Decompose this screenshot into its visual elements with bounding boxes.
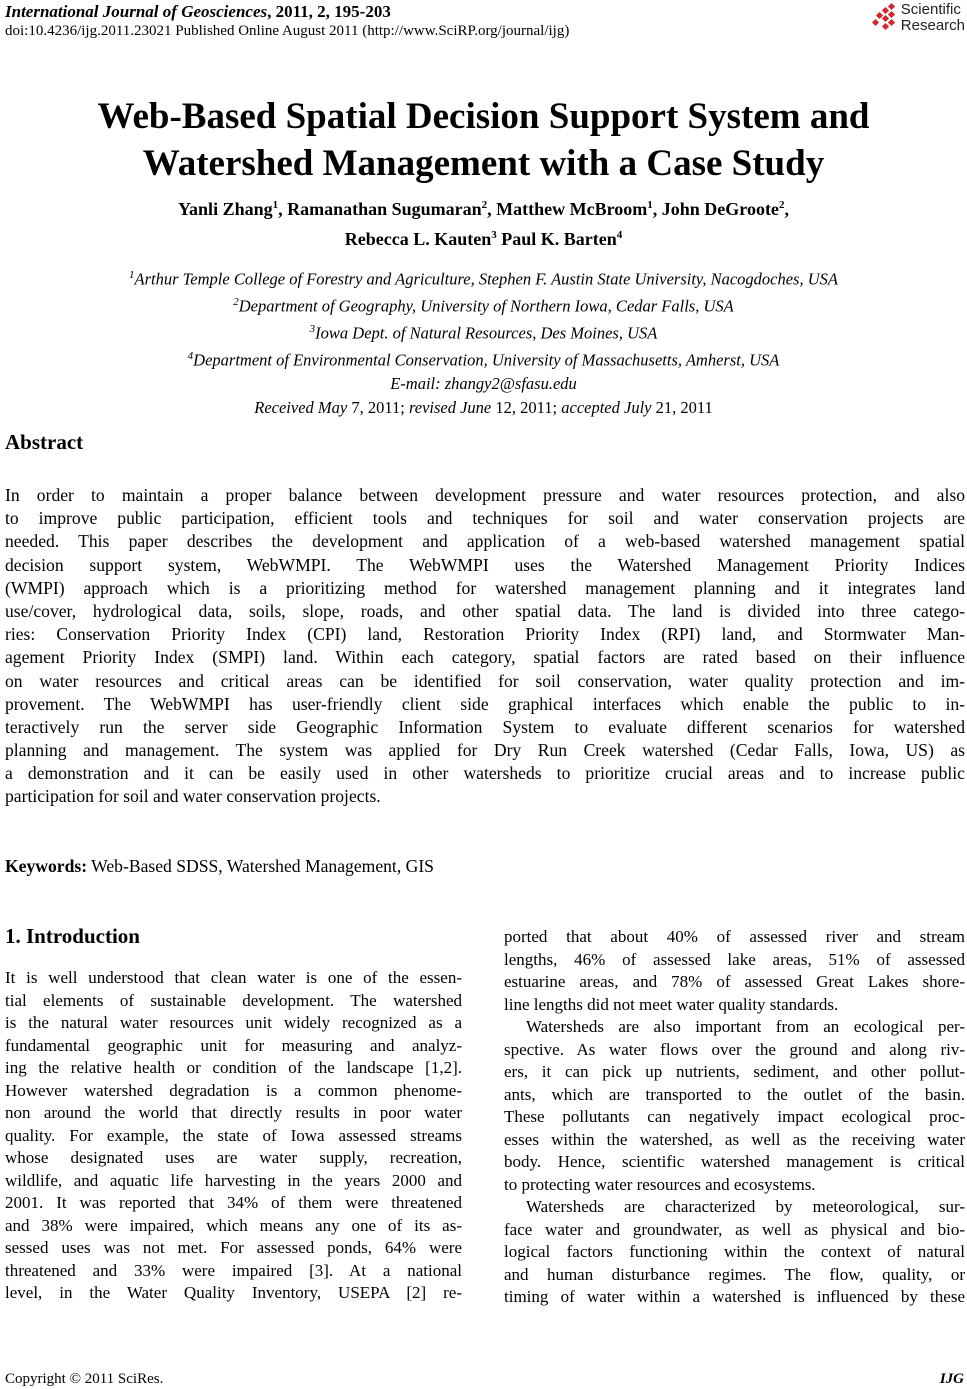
author-name: Yanli Zhang [178, 199, 273, 219]
title-line: Web-Based Spatial Decision Support System and [97, 96, 870, 137]
paragraph [504, 1196, 965, 1309]
text-line: needed. This paper describes the development and application of a web-based watershed management spatial [5, 531, 965, 552]
text-line: 2001. It was reported that 34% of them were threatened [5, 1193, 462, 1212]
text-line: spective. As water flows over the ground and along riv- [504, 1039, 965, 1059]
left-column [5, 967, 462, 1305]
text-line: timing of water within a watershed is influenced by these [504, 1287, 965, 1306]
author-line [0, 222, 967, 252]
text-line: In order to maintain a proper balance between development pressure and water resources protection, and also [5, 485, 965, 505]
affiliations [0, 264, 967, 420]
affiliation-text: Iowa Dept. of Natural Resources, Des Moines, USA [315, 323, 658, 343]
text-line: and 38% were impaired, which means any one of its as- [5, 1215, 462, 1235]
affiliation-text: Arthur Temple College of Forestry and Agriculture, Stephen F. Austin State University, Nacogdoches, USA [134, 269, 838, 289]
author-affiliation-number: 3 [491, 229, 497, 241]
text-line: tial elements of sustainable development. The watershed [5, 990, 462, 1010]
right-column [504, 926, 965, 1309]
affiliation-number: 4 [187, 350, 194, 363]
received-date-part: 7, 2011; [347, 397, 409, 417]
footer-journal: IJG [939, 1371, 964, 1387]
text-line: is the natural water resources unit widely recognized as a [5, 1013, 462, 1032]
received-date-part: accepted July [561, 397, 652, 417]
author-name: Paul K. Barten [496, 229, 617, 249]
text-line: esses within the watershed, as well as the receiving water [504, 1129, 965, 1149]
author-name: , [784, 199, 789, 219]
doi-line: doi:10.4236/ijg.2011.23021 Published Online August 2011 (http://www.SciRP.org/journal/ijg) [5, 23, 570, 39]
text-line: and human disturbance regimes. The flow, quality, or [504, 1264, 965, 1284]
author-name: , John DeGroote [652, 199, 779, 219]
text-line: Watersheds are also important from an ecological per- [526, 1017, 965, 1036]
affiliation-text: Department of Geography, University of Northern Iowa, Cedar Falls, USA [238, 296, 734, 316]
text-line: to improve public participation, efficient tools and techniques for soil and water conservation projects are [5, 508, 965, 529]
keywords-text: Web-Based SDSS, Watershed Management, GIS [87, 856, 434, 876]
text-line: wildlife, and aquatic life harvesting in the years 2000 and [5, 1170, 462, 1190]
author-name: , Ramanathan Sugumaran [278, 199, 482, 219]
text-line: ers, it can pick up nutrients, sediment, and other pollut- [504, 1062, 965, 1081]
text-line: on water resources and critical areas can be identified for soil conservation, water quality protection and im- [5, 670, 965, 691]
text-line: lengths, 46% of assessed lake areas, 51% of assessed [504, 949, 965, 969]
received-date-part: revised June [408, 397, 492, 417]
affiliation-number: 3 [309, 323, 316, 336]
journal-name: International Journal of Geosciences [5, 2, 268, 21]
text-line: whose designated uses are water supply, recreation, [5, 1148, 462, 1167]
paper-title [0, 93, 967, 187]
section-heading-text: 1. Introduction [5, 924, 140, 948]
text-line: Watersheds are characterized by meteorological, sur- [526, 1197, 965, 1216]
text-line: level, in the Water Quality Inventory, USEPA [2] re- [5, 1283, 462, 1302]
text-line: body. Hence, scientific watershed management is critical [504, 1152, 965, 1171]
text-line: ries: Conservation Priority Index (CPI) land, Restoration Priority Index (RPI) land, and Stormwater Man- [5, 624, 965, 645]
journal-citation [5, 2, 391, 22]
text-line: These pollutants can negatively impact ecological proc- [504, 1107, 965, 1126]
text-line: estuarine areas, and 78% of assessed Great Lakes shore- [504, 972, 965, 991]
text-line: provement. The WebWMPI has user-friendly client side graphical interfaces which enable the public to in- [5, 693, 965, 714]
abstract-heading [5, 430, 83, 455]
affiliation-line [0, 345, 967, 372]
received-date-part: Received May [254, 397, 348, 417]
keywords-label: Keywords: [5, 856, 88, 876]
affiliation-number: 1 [129, 269, 135, 281]
paragraph [504, 926, 965, 1016]
author-affiliation-number: 2 [778, 199, 785, 211]
affiliation-line [0, 372, 967, 396]
logo-text-2: Research [900, 17, 965, 34]
text-line: fundamental geographic unit for measuring and analyz- [5, 1035, 462, 1055]
paragraph [504, 1016, 965, 1196]
keywords [5, 856, 434, 877]
text-line: to protecting water resources and ecosystems. [504, 1174, 816, 1194]
text-line: (WMPI) approach which is a prioritizing method for watershed management planning and it integrates land [5, 577, 965, 598]
text-line: teractively run the server side Geographic Information System to evaluate different scenarios for watershed [5, 716, 965, 737]
text-line: However watershed degradation is a common phenome- [5, 1080, 462, 1100]
received-date-part: 12, 2011; [491, 397, 562, 417]
title-line: Watershed Management with a Case Study [142, 143, 825, 184]
author-line [0, 192, 967, 222]
journal-volume: , 2011, 2, 195-203 [267, 2, 391, 21]
affiliation-line [0, 264, 967, 291]
footer-copyright: Copyright © 2011 SciRes. [5, 1371, 164, 1387]
text-line: It is well understood that clean water is one of the essen- [5, 968, 462, 987]
text-line: quality. For example, the state of Iowa assessed streams [5, 1125, 462, 1145]
text-line: ported that about 40% of assessed river and stream [504, 927, 965, 946]
text-line: planning and management. The system was applied for Dry Run Creek watershed (Cedar Falls, Iowa, US) as [5, 740, 965, 761]
affiliation-line [0, 318, 967, 345]
text-line: agement Priority Index (SMPI) land. Within each category, spatial factors are rated based on their influence [5, 647, 965, 668]
section-heading [5, 924, 140, 949]
text-line: a demonstration and it can be easily used in other watersheds to prioritize crucial areas and to increase public [5, 763, 965, 784]
author-affiliation-number: 1 [647, 199, 653, 211]
text-line: ing the relative health or condition of the landscape [1,2]. [5, 1058, 462, 1077]
text-line: line lengths did not meet water quality standards. [504, 994, 839, 1014]
logo-text-1: Scientific [900, 1, 961, 18]
publisher-logo [872, 2, 965, 34]
author-list [0, 192, 967, 252]
affiliation-number: 2 [233, 296, 239, 309]
text-line: ants, which are transported to the outlet of the basin. [504, 1084, 965, 1104]
affiliation-text: Department of Environmental Conservation, University of Massachusetts, Amherst, USA [193, 350, 780, 370]
text-line: participation for soil and water conservation projects. [5, 786, 381, 807]
author-affiliation-number: 1 [272, 199, 279, 211]
text-line: non around the world that directly results in poor water [5, 1103, 462, 1122]
text-line: logical factors functioning within the context of natural [504, 1242, 965, 1261]
diamond-logo-icon [872, 3, 898, 33]
author-affiliation-number: 2 [481, 199, 488, 211]
abstract-heading-text: Abstract [5, 430, 84, 454]
received-date-part: 21, 2011 [651, 397, 713, 417]
received-dates [0, 396, 967, 420]
author-name: , Matthew McBroom [487, 199, 648, 219]
author-name: Rebecca L. Kauten [344, 229, 492, 249]
text-line: decision support system, WebWMPI. The WebWMPI uses the Watershed Management Priority Indices [5, 554, 965, 575]
affiliation-line [0, 291, 967, 318]
author-affiliation-number: 4 [616, 229, 623, 241]
text-line: sessed uses was not met. For assessed ponds, 64% were [5, 1238, 462, 1257]
text-line: threatened and 33% were impaired [3]. At a national [5, 1260, 462, 1280]
affiliation-text: E-mail: zhangy2@sfasu.edu [390, 374, 577, 394]
abstract-body [5, 484, 965, 809]
text-line: use/cover, hydrological data, soils, slope, roads, and other spatial data. The land is divided into three catego- [5, 600, 965, 621]
text-line: face water and groundwater, as well as physical and bio- [504, 1219, 965, 1239]
